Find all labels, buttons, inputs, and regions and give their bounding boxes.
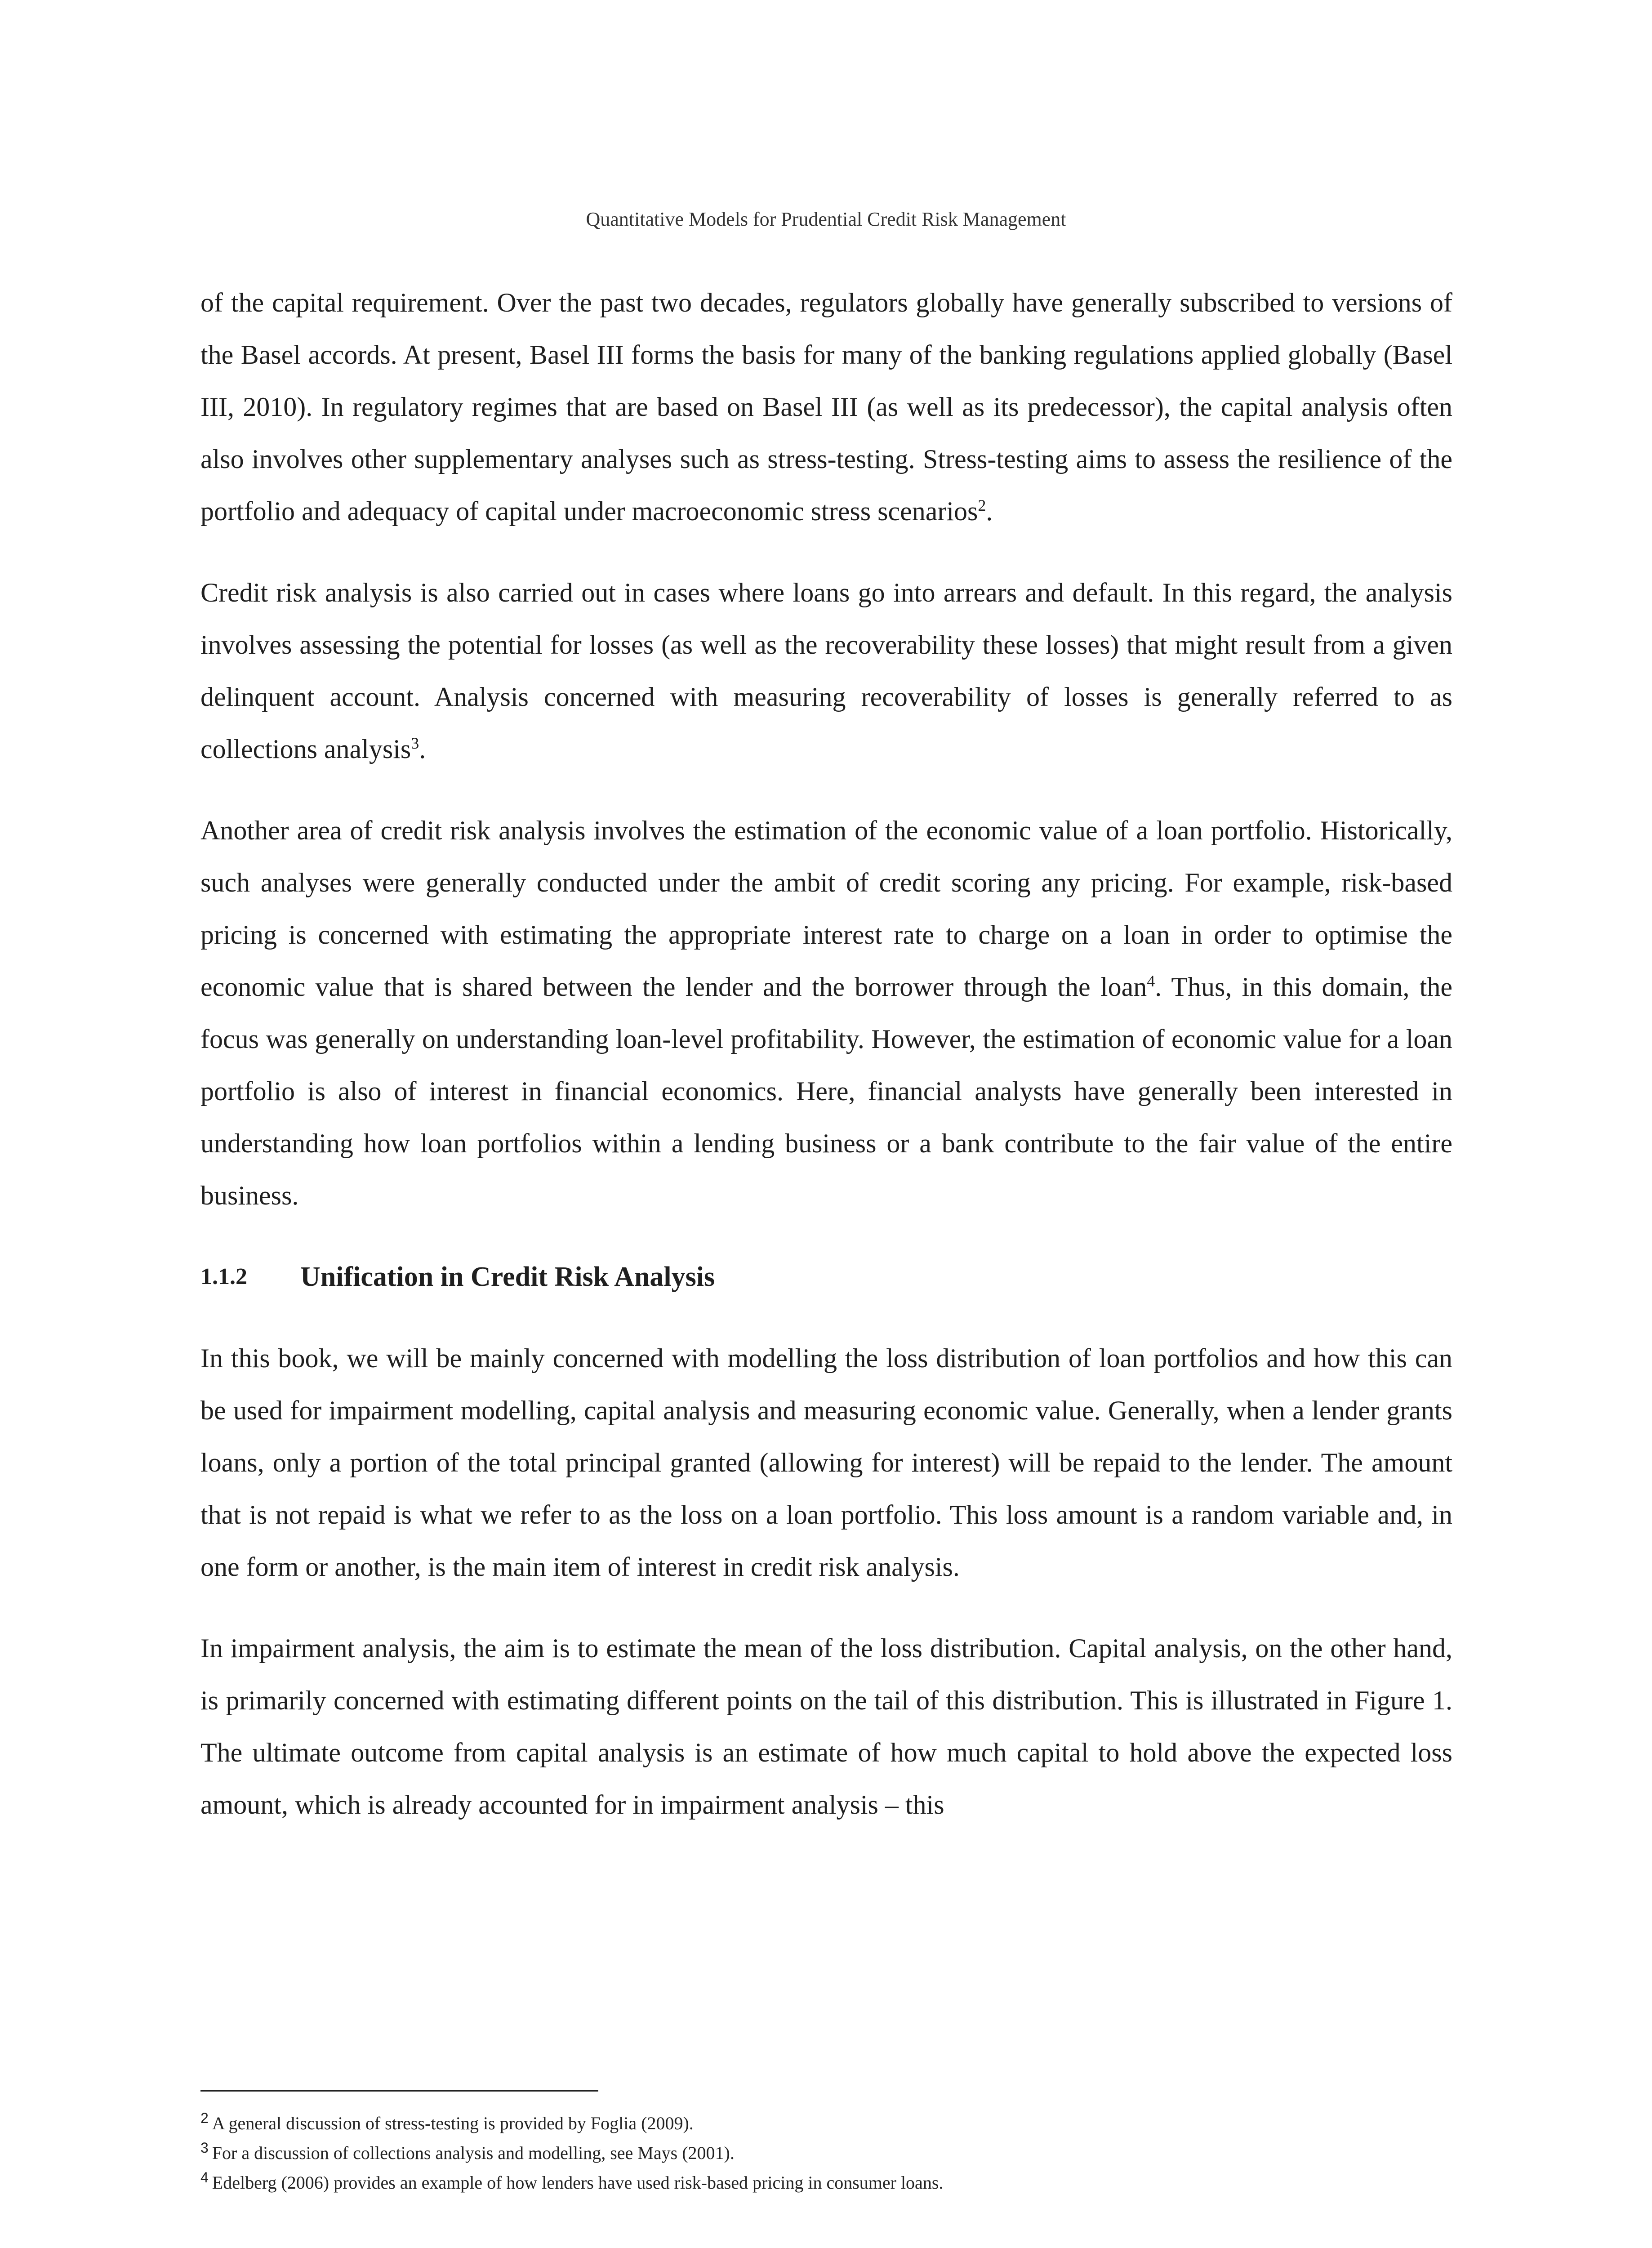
footnote-text: Edelberg (2006) provides an example of how lenders have used risk-based pricing in consumer loans. <box>212 2172 944 2193</box>
footnote-2 <box>200 2109 1452 2138</box>
footnote-ref-4[interactable]: 4 <box>1147 972 1155 990</box>
paragraph-collections <box>200 566 1452 775</box>
footnote-text: For a discussion of collections analysis and modelling, see Mays (2001). <box>212 2143 735 2163</box>
footnote-mark: 4 <box>200 2169 209 2186</box>
paragraph-text: Credit risk analysis is also carried out in cases where loans go into arrears and default. In this regard, the analysis involves assessing the potential for losses (as well as the recoverability these losses) that might result from a given delinquent account. Analysis concerned with measuring recoverability of losses is generally referred to as collections analysis <box>200 578 1452 764</box>
section-number: 1.1.2 <box>200 1264 247 1289</box>
footnote-text: A general discussion of stress-testing is provided by Foglia (2009). <box>212 2113 694 2133</box>
footnote-divider <box>200 2090 598 2092</box>
running-header: Quantitative Models for Prudential Credit Risk Management <box>586 208 1066 230</box>
footnotes <box>200 2109 1452 2198</box>
section-heading <box>200 1251 1452 1303</box>
footnote-ref-2[interactable]: 2 <box>978 496 986 514</box>
footnote-4 <box>200 2168 1452 2198</box>
paragraph-loss-distribution: In this book, we will be mainly concerned with modelling the loss distribution of loan portfolios and how this can be used for impairment modelling, capital analysis and measuring economic value. Generally, when a lender grants loans, only a portion of the total principal granted (allowing for interest) will be repaid to the lender. The amount that is not repaid is what we refer to as the loss on a loan portfolio. This loss amount is a random variable and, in one form or another, is the main item of interest in credit risk analysis. <box>200 1343 1452 1582</box>
paragraph-tail: . Thus, in this domain, the focus was generally on understanding loan-level profitability. However, the estimation of economic value for a loan portfolio is also of interest in financial economics. Here, financial analysts have generally been interested in understanding how loan portfolios within a lending business or a bank contribute to the fair value of the entire business. <box>200 972 1453 1210</box>
footnote-mark: 3 <box>200 2140 209 2156</box>
paragraph-tail: . <box>419 734 426 764</box>
paragraph-tail: . <box>986 496 993 526</box>
body-text <box>200 277 1452 1860</box>
footnote-3 <box>200 2138 1452 2168</box>
footnote-ref-3[interactable]: 3 <box>411 734 419 752</box>
paragraph-capital-requirement <box>200 277 1452 537</box>
paragraph-impairment-analysis: In impairment analysis, the aim is to estimate the mean of the loss distribution. Capital analysis, on the other hand, is primarily concerned with estimating different points on the tail of this distribution. This is illustrated in Figure 1. The ultimate outcome from capital analysis is an estimate of how much capital to hold above the expected loss amount, which is already accounted for in impairment analysis – this <box>200 1633 1452 1820</box>
paragraph-text: Another area of credit risk analysis involves the estimation of the economic value of a loan portfolio. Historically, such analyses were generally conducted under the ambit of credit scoring any pricing. For example, risk-based pricing is concerned with estimating the appropriate interest rate to charge on a loan in order to optimise the economic value that is shared between the lender and the borrower through the loan <box>200 816 1452 1002</box>
paragraph-text: of the capital requirement. Over the past two decades, regulators globally have generally subscribed to versions of the Basel accords. At present, Basel III forms the basis for many of the banking regulations applied globally (Basel III, 2010). In regulatory regimes that are based on Basel III (as well as its predecessor), the capital analysis often also involves other supplementary analyses such as stress-testing. Stress-testing aims to assess the resilience of the portfolio and adequacy of capital under macroeconomic stress scenarios <box>200 288 1452 526</box>
footnote-mark: 2 <box>200 2110 209 2126</box>
paragraph-economic-value <box>200 804 1452 1222</box>
section-title: Unification in Credit Risk Analysis <box>300 1262 715 1292</box>
